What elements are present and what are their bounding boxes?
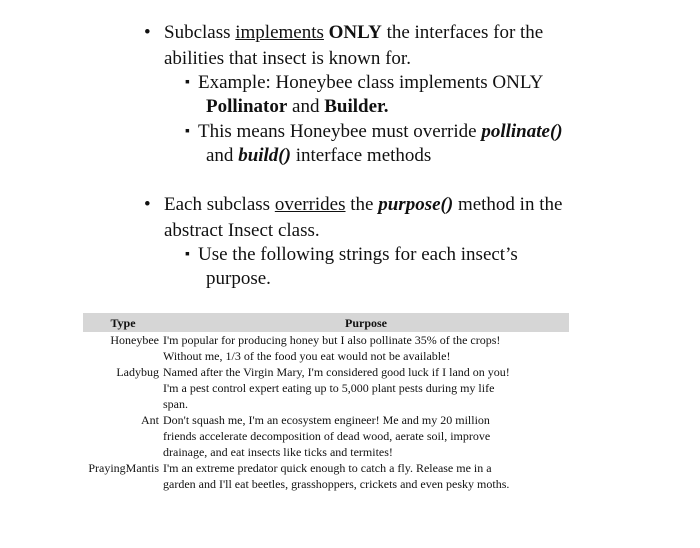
bullet-1-line-2: abilities that insect is known for.	[164, 48, 411, 69]
type-cell: Ladybug	[116, 365, 159, 379]
bullet-2-line-1: • Each subclass overrides the purpose() method in the	[144, 194, 563, 215]
purpose-cell: Named after the Virgin Mary, I'm considered good luck if I land on you! I'm a pest control expert eating up to 5,000 plant pests during my life span.	[163, 365, 510, 411]
insect-purpose-table	[83, 313, 569, 492]
sub-bullet-1-line-2: Pollinator and Builder.	[206, 96, 389, 117]
type-cell: PrayingMantis	[88, 461, 159, 475]
type-cell: Ant	[141, 413, 159, 427]
bullet-2-line-2: abstract Insect class.	[164, 220, 320, 241]
bullet-dot-icon: •	[144, 194, 151, 215]
purpose-cell: I'm an extreme predator quick enough to catch a fly. Release me in a garden and I'll eat beetles, grasshoppers, crickets and even pesky moths.	[163, 461, 510, 491]
header-purpose: Purpose	[163, 313, 569, 332]
table-row	[83, 460, 569, 492]
table-row	[83, 412, 569, 460]
sub-bullet-1: ▪ Example: Honeybee class implements ONLY	[185, 72, 544, 93]
square-bullet-icon: ▪	[185, 247, 190, 262]
sub-bullet-2: ▪ This means Honeybee must override pollinate()	[185, 121, 563, 142]
square-bullet-icon: ▪	[185, 124, 190, 139]
purpose-cell: Don't squash me, I'm an ecosystem engineer! Me and my 20 million friends accelerate decomposition of dead wood, aerate soil, improve drainage, and eat insects like ticks and termites!	[163, 413, 491, 459]
underlined-implements: implements	[235, 22, 324, 43]
sub-bullet-2-line-2: and build() interface methods	[206, 145, 432, 166]
sub-bullet-3-line-2: purpose.	[206, 268, 271, 289]
type-cell: Honeybee	[110, 333, 159, 347]
underlined-overrides: overrides	[274, 194, 346, 215]
header-type: Type	[83, 313, 163, 332]
sub-bullet-3: ▪ Use the following strings for each insect’s	[185, 244, 518, 265]
purpose-cell: I'm popular for producing honey but I also pollinate 35% of the crops! Without me, 1/3 of the food you eat would not be available!	[163, 333, 501, 363]
bullet-dot-icon: •	[144, 22, 151, 43]
table-row	[83, 332, 569, 364]
table-header-row	[83, 313, 569, 332]
table-row	[83, 364, 569, 412]
square-bullet-icon: ▪	[185, 75, 190, 90]
bullet-1-line-1: • Subclass implements ONLY the interfaces for the	[144, 22, 544, 43]
